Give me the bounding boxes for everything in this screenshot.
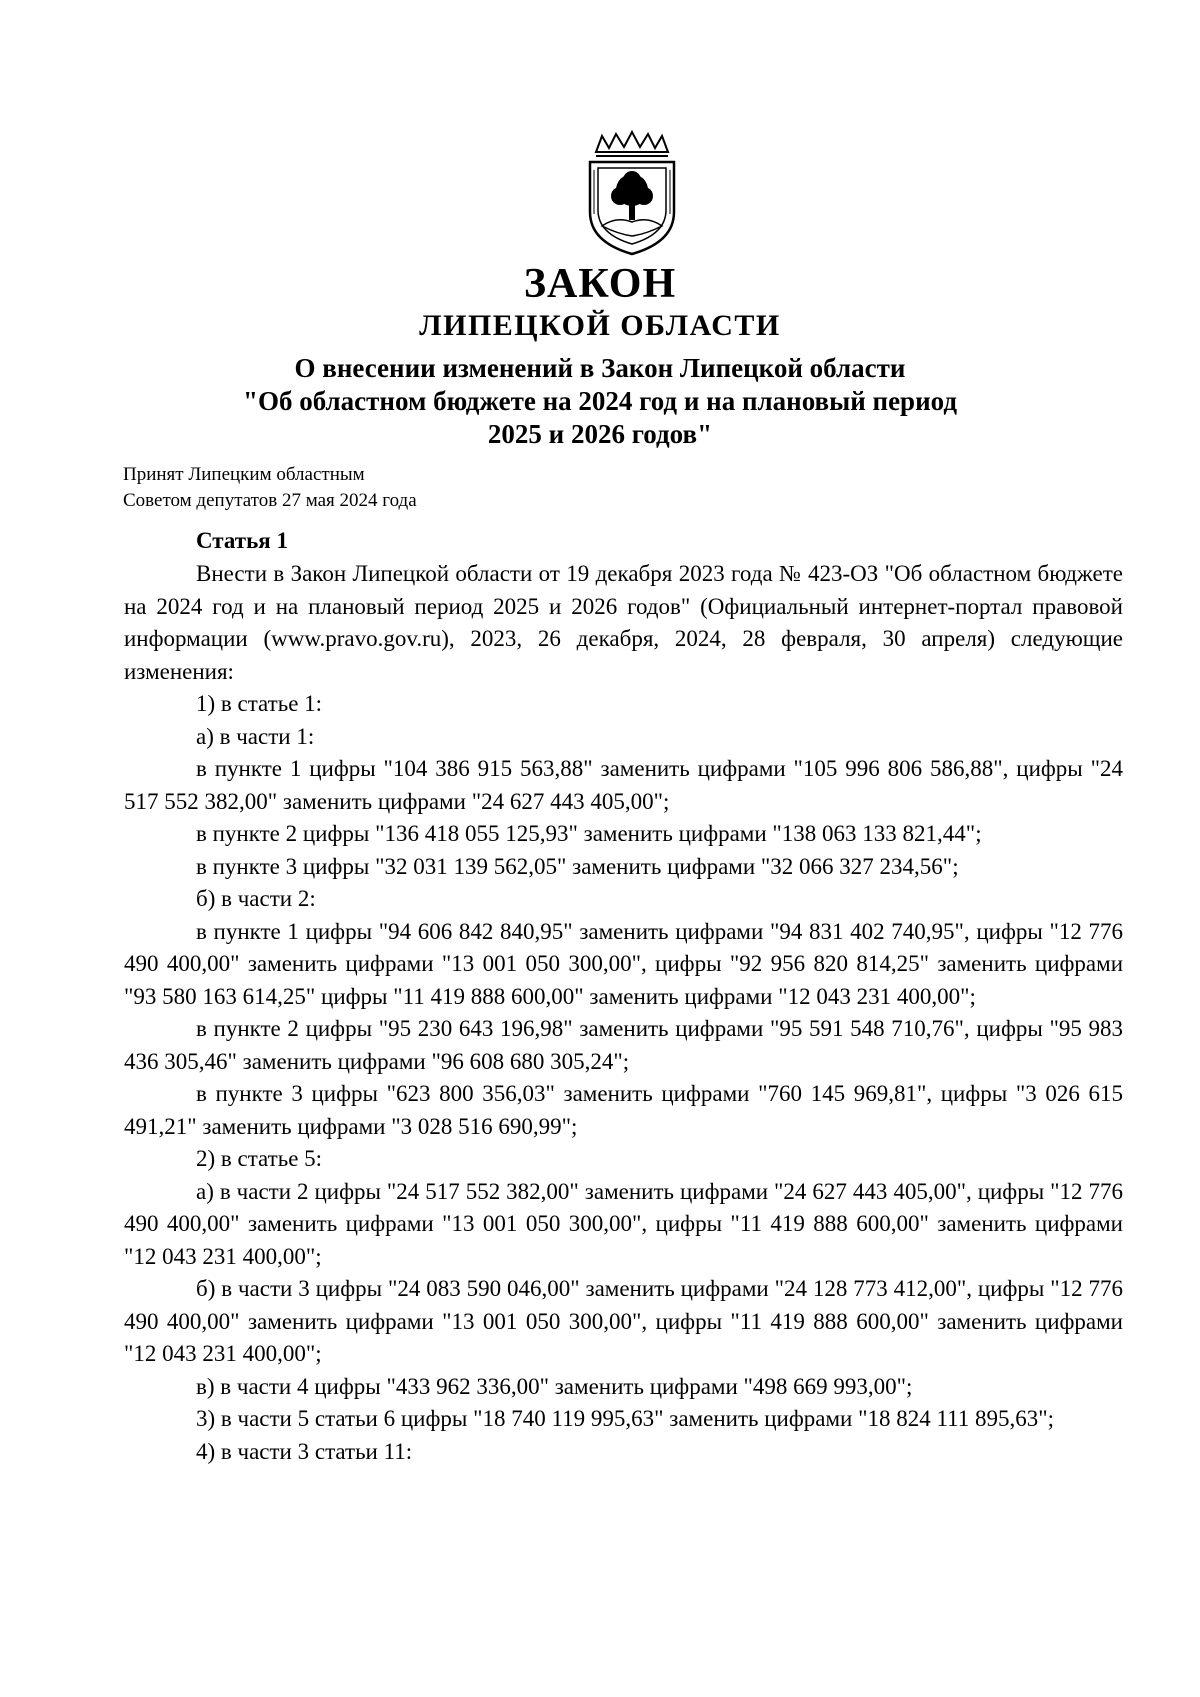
article-paragraph: в пункте 2 цифры "136 418 055 125,93" заменить цифрами "138 063 133 821,44"; (196, 821, 982, 846)
article-paragraph: в пункте 1 цифры "94 606 842 840,95" заменить цифрами "94 831 402 740,95", цифры "12 776 490 400,00" заменить цифрами "13 001 050 300,00", цифры "92 956 820 814,25" заменить цифрами "93 580 163 614,25" цифры "11 419 888 600,00" заменить цифрами "12 043 231 400,00"; (124, 918, 1123, 1009)
article-paragraph: а) в части 1: (196, 723, 315, 749)
article-paragraph: в пункте 2 цифры "95 230 643 196,98" заменить цифрами "95 591 548 710,76", цифры "95 983 436 305,46" заменить цифрами "96 608 680 305,24"; (124, 1016, 1123, 1074)
article-paragraph: 2) в статье 5: (196, 1146, 323, 1171)
article-paragraph: в пункте 1 цифры "104 386 915 563,88" заменить цифрами "105 996 806 586,88", цифры "24 517 552 382,00" заменить цифрами "24 627 443 405,00"; (124, 756, 1123, 814)
article-paragraph: в пункте 3 цифры "623 800 356,03" заменить цифрами "760 145 969,81", цифры "3 026 615 491,21" заменить цифрами "3 028 516 690,99"; (124, 1081, 1123, 1139)
lipetsk-oblast-coat-of-arms-icon (576, 130, 688, 258)
article-paragraph: 4) в части 3 статьи 11: (196, 1438, 413, 1464)
article-paragraph: в) в части 4 цифры "433 962 336,00" заменить цифрами "498 669 993,00"; (196, 1373, 913, 1399)
article-paragraph: б) в части 3 цифры "24 083 590 046,00" заменить цифрами "24 128 773 412,00", цифры "12 776 490 400,00" заменить цифрами "13 001 050 300,00", цифры "11 419 888 600,00" заменить цифрами "12 043 231 400,00"; (124, 1276, 1123, 1366)
adoption-note (123, 462, 417, 514)
article-paragraph: в пункте 3 цифры "32 031 139 562,05" заменить цифрами "32 066 327 234,56"; (196, 853, 959, 879)
article-paragraph: 1) в статье 1: (196, 691, 323, 716)
article-heading: Статья 1 (196, 528, 288, 553)
law-title-line: 2025 и 2026 годов" (487, 419, 713, 449)
article-paragraph: 3) в части 5 статьи 6 цифры "18 740 119 995,63" заменить цифрами "18 824 111 895,63"; (196, 1406, 1055, 1431)
adoption-note-line: Советом депутатов 27 мая 2024 года (123, 490, 417, 511)
region-heading: ЛИПЕЦКОЙ ОБЛАСТИ (419, 309, 781, 342)
article-body (124, 558, 1123, 1468)
law-title (150, 352, 1050, 451)
law-title-line: "Об областном бюджете на 2024 год и на плановый период (242, 386, 958, 416)
law-title-line: О внесении изменений в Закон Липецкой области (294, 353, 906, 383)
article-paragraph: Внести в Закон Липецкой области от 19 декабря 2023 года № 423-ОЗ "Об областном бюджете на 2024 год и на плановый период 2025 и 2026 годов" (Официальный интернет-портал правовой информации (www.pravo.gov.ru), 2023, 26 декабря, 2024, 28 февраля, 30 апреля) следующие изменения: (124, 561, 1123, 684)
document-type-heading: ЗАКОН (523, 261, 677, 307)
article-paragraph: а) в части 2 цифры "24 517 552 382,00" заменить цифрами "24 627 443 405,00", цифры "12 776 490 400,00" заменить цифрами "13 001 050 300,00", цифры "11 419 888 600,00" заменить цифрами "12 043 231 400,00"; (124, 1178, 1123, 1269)
adoption-note-line: Принят Липецким областным (123, 464, 365, 485)
article-paragraph: б) в части 2: (196, 886, 316, 911)
